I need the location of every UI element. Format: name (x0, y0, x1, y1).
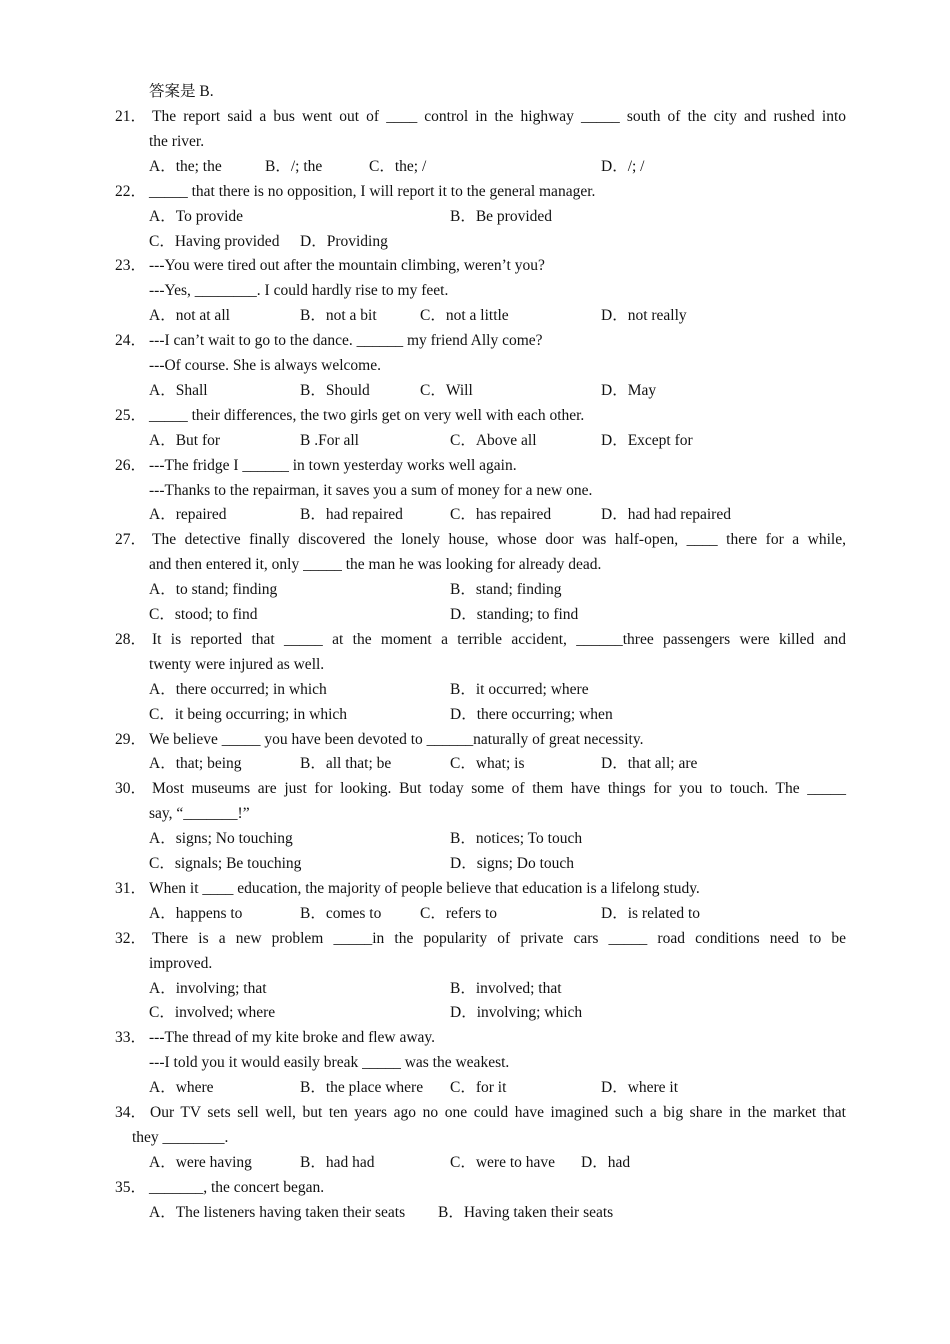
answer-option[interactable]: B．/; the (265, 157, 323, 175)
answer-option[interactable]: D．Providing (300, 232, 388, 250)
answer-option[interactable]: A．To provide (149, 207, 244, 225)
answer-option[interactable]: D．signs; Do touch (450, 855, 575, 872)
answer-option[interactable]: C．refers to (420, 904, 498, 922)
question-stem-line: _______, the concert began. (149, 1178, 325, 1196)
question-stem-line: The report said a bus went out of ____ control in the highway _____ south of the city and rushed into (152, 108, 846, 125)
answer-option[interactable]: A．where (149, 1079, 214, 1097)
answer-option[interactable]: B．comes to (300, 904, 382, 922)
question-stem-line: ---Of course. She is always welcome. (149, 357, 381, 374)
answer-option[interactable]: B．Be provided (450, 207, 553, 225)
answer-option[interactable]: D．had (581, 1153, 631, 1171)
answer-option[interactable]: A．But for (149, 431, 221, 449)
question-stem-line: ---Yes, ________. I could hardly rise to my feet. (149, 282, 449, 300)
intro-text: 答案是 B. (149, 83, 214, 100)
question-number: 29． (115, 730, 147, 748)
answer-option[interactable]: B．Having taken their seats (438, 1203, 614, 1221)
answer-option[interactable]: A．to stand; finding (149, 581, 278, 599)
question-stem-line: _____ their differences, the two girls get on very well with each other. (149, 406, 585, 424)
answer-option[interactable]: A．happens to (149, 904, 243, 922)
answer-option[interactable]: C．Will (420, 381, 473, 399)
answer-option[interactable]: C．were to have (450, 1153, 556, 1171)
answer-option[interactable]: D．/; / (601, 157, 645, 175)
question-stem-line: When it ____ education, the majority of people believe that education is a lifelong study. (149, 879, 700, 897)
question-stem-line: the river. (149, 132, 205, 150)
answer-option[interactable]: B．Should (300, 381, 370, 399)
question-stem-line: We believe _____ you have been devoted to ______naturally of great necessity. (149, 730, 644, 748)
answer-option[interactable]: C．what; is (450, 755, 525, 773)
question-stem-line: ---The fridge I ______ in town yesterday works well again. (149, 456, 517, 474)
question-stem-line: _____ that there is no opposition, I will report it to the general manager. (149, 182, 596, 200)
answer-option[interactable]: B．involved; that (450, 979, 562, 997)
question-stem-line: Most museums are just for looking. But today some of them have things for you to touch. The _____ (152, 780, 846, 798)
question-stem-line: ---I can’t wait to go to the dance. ______ my friend Ally come? (149, 332, 543, 350)
answer-option[interactable]: B．stand; finding (450, 581, 562, 599)
question-stem-line: ---Thanks to the repairman, it saves you a sum of money for a new one. (149, 481, 593, 499)
answer-option[interactable]: A．Shall (149, 381, 208, 399)
answer-option[interactable]: C．signals; Be touching (149, 855, 302, 872)
question-number: 22． (115, 182, 147, 200)
answer-option[interactable]: A．The listeners having taken their seats (149, 1203, 406, 1221)
answer-option[interactable]: B．all that; be (300, 755, 392, 773)
answer-option[interactable]: A．the; the (149, 157, 222, 175)
answer-option[interactable]: B .For all (300, 431, 359, 449)
question-number: 33． (115, 1029, 147, 1047)
answer-option[interactable]: B．not a bit (300, 307, 377, 325)
question-stem-line: It is reported that _____ at the moment a terrible accident, ______three passengers were killed and (152, 630, 846, 648)
answer-option[interactable]: B．it occurred; where (450, 680, 589, 698)
answer-option[interactable]: C．has repaired (450, 506, 552, 524)
question-stem-line: twenty were injured as well. (149, 655, 325, 673)
answer-option[interactable]: A．involving; that (149, 979, 267, 997)
question-number: 25． (115, 406, 147, 424)
answer-option[interactable]: C．involved; where (149, 1004, 276, 1022)
answer-option[interactable]: A．not at all (149, 307, 230, 325)
question-stem-line: ---The thread of my kite broke and flew away. (149, 1029, 436, 1047)
answer-option[interactable]: D．that all; are (601, 755, 698, 773)
answer-option[interactable]: D．had had repaired (601, 506, 731, 524)
question-number: 32． (115, 929, 147, 947)
answer-option[interactable]: B．had repaired (300, 506, 403, 524)
question-number: 21． (115, 108, 147, 125)
answer-option[interactable]: A．were having (149, 1153, 252, 1171)
answer-option[interactable]: C．it being occurring; in which (149, 705, 348, 723)
answer-option[interactable]: D．is related to (601, 904, 701, 922)
answer-option[interactable]: C．stood; to find (149, 606, 258, 623)
answer-option[interactable]: A．signs; No touching (149, 830, 293, 848)
answer-option[interactable]: A．repaired (149, 506, 227, 524)
question-stem-line: ---You were tired out after the mountain climbing, weren’t you? (149, 257, 545, 275)
answer-option[interactable]: B．the place where (300, 1079, 424, 1097)
question-stem-line: improved. (149, 954, 213, 972)
answer-option[interactable]: D．May (601, 381, 657, 399)
question-number: 34． (115, 1104, 147, 1121)
answer-option[interactable]: D．not really (601, 307, 687, 325)
answer-option[interactable]: B．notices; To touch (450, 830, 583, 848)
answer-option[interactable]: D．there occurring; when (450, 705, 613, 723)
answer-option[interactable]: D．where it (601, 1079, 679, 1097)
question-stem-line: There is a new problem _____in the popularity of private cars _____ road conditions need to be (152, 929, 846, 947)
question-stem-line: say, “_______!” (149, 805, 250, 823)
question-stem-line: The detective finally discovered the lonely house, whose door was half-open, ____ there for a while, (152, 531, 846, 549)
question-number: 27． (115, 531, 147, 549)
answer-option[interactable]: D．Except for (601, 431, 693, 449)
question-number: 28． (115, 630, 147, 648)
question-number: 35． (115, 1178, 147, 1196)
answer-option[interactable]: A．that; being (149, 755, 242, 773)
question-number: 31． (115, 879, 147, 897)
answer-option[interactable]: C．Above all (450, 431, 537, 449)
answer-option[interactable]: C．Having provided (149, 232, 280, 250)
question-stem-line: they ________. (132, 1128, 229, 1146)
question-number: 24． (115, 332, 147, 350)
question-number: 30． (115, 780, 147, 798)
answer-option[interactable]: D．involving; which (450, 1004, 583, 1022)
question-number: 23． (115, 257, 147, 275)
answer-option[interactable]: C．not a little (420, 307, 509, 325)
question-stem-line: ---I told you it would easily break _____ was the weakest. (149, 1054, 510, 1072)
answer-option[interactable]: D．standing; to find (450, 606, 579, 623)
answer-option[interactable]: C．for it (450, 1079, 507, 1097)
question-number: 26． (115, 456, 147, 474)
question-stem-line: Our TV sets sell well, but ten years ago no one could have imagined such a big share in the market that (150, 1104, 846, 1121)
answer-option[interactable]: B．had had (300, 1153, 375, 1171)
answer-option[interactable]: C．the; / (369, 157, 427, 175)
answer-option[interactable]: A．there occurred; in which (149, 680, 327, 698)
question-stem-line: and then entered it, only _____ the man he was looking for already dead. (149, 556, 602, 574)
